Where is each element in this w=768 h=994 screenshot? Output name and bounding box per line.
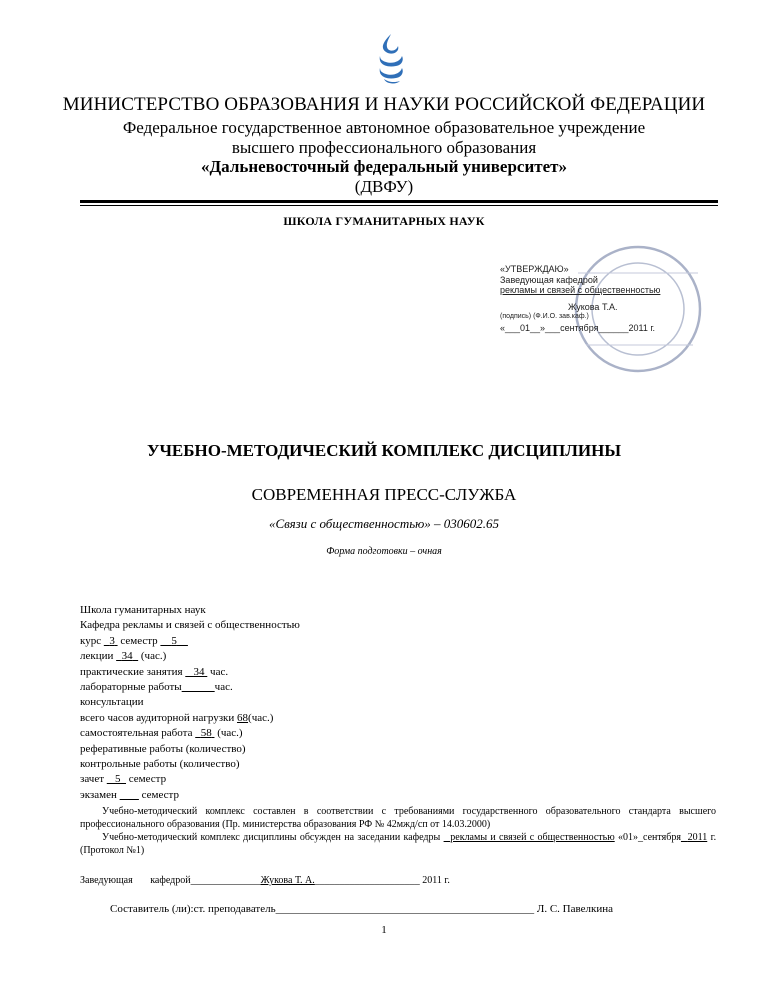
info-self-row	[80, 726, 300, 741]
practice-label: практические занятия	[80, 665, 183, 678]
lectures-unit: (час.)	[140, 650, 167, 663]
info-lectures-row	[80, 649, 300, 664]
head-label: Заведующая	[80, 875, 133, 886]
discussion-text: Учебно-методический комплекс дисциплины обсужден на заседании кафедры	[102, 832, 441, 843]
total-unit: (час.)	[248, 711, 274, 724]
credit-unit: семестр	[128, 773, 167, 786]
total-value: 68	[237, 711, 249, 724]
info-exam-row	[80, 788, 300, 803]
university-name: «Дальневосточный федеральный университет»	[200, 157, 568, 176]
self-label: самостоятельная работа	[80, 727, 193, 740]
approve-date: «___01__»___сентября______2011 г.	[500, 322, 656, 333]
semester-value: 5	[171, 634, 177, 647]
standard-paragraph: Учебно-методический комплекс составлен в соответствии с требованиями государственного образовательного стандарта высшего профессионального образования (Пр. министерства образования РФ № 42мжд/сп от 14.03.2000)	[80, 806, 716, 830]
head-signature-row: Заведующая кафедрой______________Жукова Т. А._____________________ 2011 г.	[80, 875, 450, 886]
lectures-value: 34	[121, 650, 133, 663]
labs-unit: час.	[214, 681, 233, 694]
practice-unit: час.	[210, 665, 229, 678]
compiler-name: Л. С. Павелкина	[536, 903, 613, 915]
specialty: «Связи с общественностью» – 030602.65	[268, 516, 500, 531]
ministry-heading: МИНИСТЕРСТВО ОБРАЗОВАНИЯ И НАУКИ РОССИЙСКОЙ ФЕДЕРАЦИИ	[62, 94, 706, 115]
compiler-row: Составитель (ли):ст. преподаватель_______________________________________________ Л. С. Павелкина	[110, 903, 613, 915]
course-value: 3	[109, 634, 115, 647]
info-practice-row	[80, 665, 300, 680]
info-consultations: консультации	[80, 696, 144, 709]
self-value: 58	[200, 727, 212, 740]
labs-label: лабораторные работы	[80, 681, 182, 694]
institution-line-2: высшего профессионального образования	[231, 138, 537, 157]
info-tests: контрольные работы (количество)	[80, 758, 240, 771]
info-course-row	[80, 634, 300, 649]
course-label: курс	[80, 634, 102, 647]
approve-signature-caption: (подпись) (Ф.И.О. зав.каф.)	[500, 313, 589, 320]
info-credit-row	[80, 772, 300, 787]
discussion-date: «01»_сентября	[618, 832, 681, 843]
practice-value: 34	[193, 665, 205, 678]
semester-label: семестр	[120, 634, 158, 647]
discussion-protocol: г. (Протокол №1)	[80, 832, 717, 856]
approve-role-line-1: Заведующая кафедрой	[500, 274, 598, 285]
head-department: кафедрой	[150, 875, 191, 886]
discussion-year: 2011	[687, 832, 708, 843]
head-name: Жукова Т. А.	[260, 875, 315, 886]
course-info	[80, 603, 300, 803]
total-label: всего часов аудиторной нагрузки	[80, 711, 235, 724]
approve-signature-name: Жукова Т.А.	[568, 301, 618, 312]
school-name: ШКОЛА ГУМАНИТАРНЫХ НАУК	[283, 214, 485, 228]
discipline-name: СОВРЕМЕННАЯ ПРЕСС-СЛУЖБА	[251, 485, 517, 504]
compiler-label: Составитель (ли):ст. преподаватель	[110, 903, 276, 915]
approval-block	[500, 264, 660, 333]
credit-label: зачет	[80, 773, 105, 786]
page-number: 1	[381, 924, 387, 936]
info-total-row	[80, 711, 300, 726]
dvfu-logo-icon	[374, 32, 408, 86]
header-rule-thin	[80, 205, 718, 206]
discussion-department: рекламы и связей с общественностью	[450, 832, 615, 843]
info-school: Школа гуманитарных наук	[80, 604, 206, 616]
info-labs-row	[80, 680, 300, 695]
approval-paragraphs	[80, 805, 716, 857]
study-form: Форма подготовки – очная	[326, 546, 442, 557]
document-title: УЧЕБНО-МЕТОДИЧЕСКИЙ КОМПЛЕКС ДИСЦИПЛИНЫ	[146, 441, 622, 460]
self-unit: (час.)	[217, 727, 243, 740]
university-abbr: (ДВФУ)	[354, 177, 414, 196]
approve-role-line-2: рекламы и связей с общественностью	[500, 285, 661, 295]
institution-line-1: Федеральное государственное автономное образовательное учреждение	[122, 118, 646, 137]
head-year: 2011 г.	[422, 875, 450, 886]
approve-label: «УТВЕРЖДАЮ»	[500, 264, 569, 274]
header-rule-thick	[80, 200, 718, 203]
info-department: Кафедра рекламы и связей с общественностью	[80, 619, 300, 632]
credit-value: 5	[115, 773, 121, 786]
lectures-label: лекции	[80, 650, 114, 663]
discussion-paragraph	[80, 831, 716, 857]
info-essays: реферативные работы (количество)	[80, 742, 246, 755]
exam-unit: семестр	[141, 788, 179, 801]
exam-label: экзамен	[80, 788, 117, 801]
